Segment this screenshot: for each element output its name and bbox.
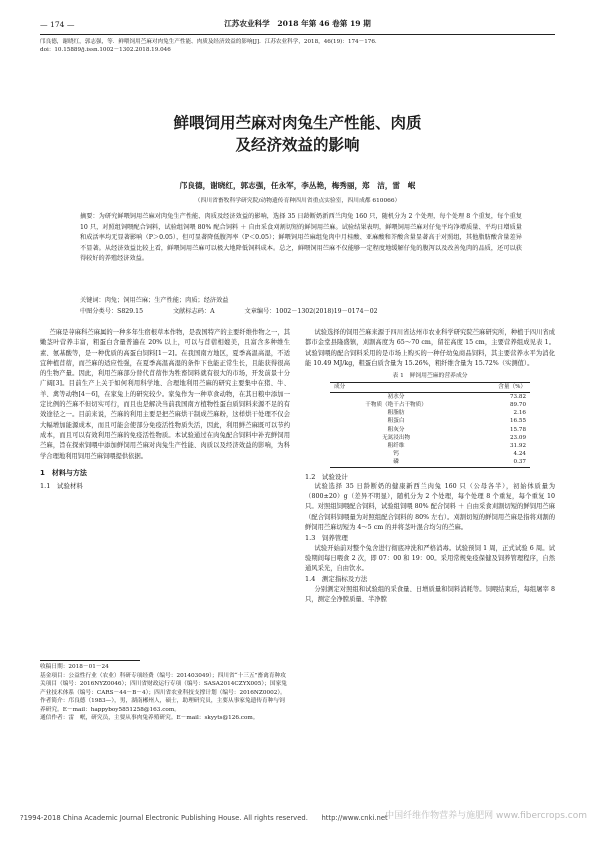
citation-block (40, 38, 555, 54)
nutrient-value: 4.24 (513, 451, 526, 458)
title-line-1: 鲜喂饲用苎麻对肉兔生产性能、肉质 (173, 114, 422, 132)
column-header-component: 成分 (330, 383, 462, 392)
document-code: 文献标志码：A (172, 308, 215, 315)
funding-info: 基金项目：公益性行业（农业）科研专项经费（编号：201403049）；四川省“十三五”畜禽育种攻关项目（编号：2016NYZ0046）；四川省财政运行专项（编号：SASA2014CZYX005）；国家兔产业技术体系（编号：CARS－44－B－4）；四川省农业科技支撑计划（编号：2016NZ0002）。 (40, 672, 287, 696)
right-column (305, 328, 555, 605)
article-number: 文章编号：1002－1302(2018)19－0174－02 (244, 308, 378, 315)
table-row (330, 442, 530, 450)
nutrient-value: 15.78 (509, 426, 526, 433)
abstract: 摘要：为研究鲜喂饲用苎麻对肉兔生产性能、肉质及经济效益的影响，选择 35 日龄断奶新西兰肉兔 160 只，随机分为 2 个处理，每个处理 8 个重复，每个重复 10 只，对照组饲喂配合饲料，试验组饲喂 80% 配合饲料 ＋ 自由采食刈割切短的鲜饲用苎麻。试验结果表明，鲜喂饲用苎麻对仔兔平均净增质量、平均日增质量和成活率均无显著影响（P＞0.05），但可显著降低腹泻率（P＜0.05）；鲜喂饲用苎麻组兔肉中月桂酸、亚麻酸和芥酸含量显著高于对照组，其他脂肪酸含量差异不显著。从经济效益比较上看，鲜喂饲用苎麻可以极大地降低饲料成本。总之，鲜喂饲用苎麻不仅能够一定程度地缓解仔兔的腹泻以及改善兔肉的品质，还可以获得较好的养殖经济效益。 (80, 213, 522, 262)
material-paragraph: 试验选择的饲用苎麻来源于四川省达州市农业科学研究院苎麻研究所，种植于四川省成都市金堂县隆盛镇，刈割高度为 65～70 cm，留茬高度 15 cm，主要营养组成见表 1。试验饲喂的配合饲料采用的是市场上购买的一种仔幼兔商品饲料，其主要营养水平为消化能 10.49 MJ/kg，粗蛋白质含量为 15.26%，粗纤维含量为 15.72%（实测值）。 (305, 329, 555, 367)
table-row (330, 426, 530, 434)
journal-issue: 江苏农业科学 2018 年第 46 卷第 19 期 (224, 19, 371, 28)
table-row (330, 401, 530, 409)
management-paragraph: 试验开始前对整个兔舍进行彻底冲洗和严格消毒。试验预饲 1 周，正式试验 6 周。试验期间每日喂食 2 次，即 07：00 和 19：00。采用常规免疫保健及饲养管理程序，自然通风采光，自由饮水。 (305, 544, 555, 573)
running-header (40, 18, 555, 32)
citation-line: 邝良德，谢晓红，郭志强，等．鲜喂饲用苎麻对肉兔生产性能、肉质及经济效益的影响[J]．江苏农业科学，2018，46(19)：174－176． (40, 39, 381, 45)
watermark: 中国纤维作物营养与施肥网 www.fibercrops.com (385, 811, 587, 821)
title-line-2: 及经济效益的影响 (235, 136, 360, 154)
table-header-row (330, 383, 530, 392)
subsection-heading: 1.3 饲养管理 (305, 534, 348, 543)
table-row (330, 392, 530, 401)
nutrient-table (330, 382, 530, 467)
affiliation: （四川省畜牧科学研究院/动物遗传育种四川省重点实验室，四川成都 610066） (194, 198, 401, 204)
subsection-heading: 1.1 试验材料 (40, 482, 83, 491)
table-row (330, 417, 530, 425)
nutrient-name: 磷 (330, 458, 462, 467)
nutrient-value: 2.16 (513, 410, 526, 417)
methods-paragraph: 分别测定对照组和试验组的采食量、日增质量和饲料消耗等。饲喂结束后，每组屠宰 8 只，测定全净膛质量、半净膛 (305, 585, 555, 604)
nutrient-name: 无氮浸出物 (382, 434, 411, 441)
author-list: 邝良德，谢晓红，郭志强，任永军，李丛艳，梅秀丽，郑 洁，雷 岷 (179, 181, 416, 190)
clc-number: 中图分类号：S829.15 (80, 308, 144, 315)
corresponding-author: 通信作者：雷 岷，研究员，主要从事肉兔养殖研究。E－mail：skyyts@126.com。 (40, 715, 259, 721)
footnote-rule (40, 660, 140, 661)
nutrient-name: 粗灰分 (387, 426, 405, 433)
nutrient-name: 初水分 (387, 393, 405, 400)
author-bio: 作者简介：邝良德（1983—），男，湖南郴州人，硕士，助理研究员，主要从事家兔遗传育种与饲养研究。E－mail：happyboy5851258@163.com。 (40, 698, 285, 713)
footnote-block (40, 663, 290, 723)
table-row (330, 409, 530, 417)
doi-line: doi：10.15889/j.issn.1002－1302.2018.19.046 (40, 47, 171, 53)
design-paragraph: 试验选择 35 日龄断奶的健康新西兰肉兔 160 只（公母各半），初始体质量为（800±20）g（差异不明显），随机分为 2 个处理，每个处理 8 个重复，每个重复 10 只。对照组饲喂配合饲料，试验组饲喂 80% 配合饲料 ＋ 自由采食刈割切短的鲜饲用苎麻（配合饲料饲喂量为对照组配合饲料的 80% 左右）。刈割切短的鲜饲用苎麻是指将刈割的鲜饲用苎麻切短为 4～5 cm 的并将茎叶混合均匀的苎麻。 (305, 482, 555, 531)
nutrient-name: 钙 (393, 451, 399, 458)
nutrient-value: 16.55 (509, 418, 526, 425)
nutrient-value: 73.82 (509, 393, 526, 400)
article-title (40, 112, 555, 156)
classification-line (80, 307, 522, 317)
received-date: 收稿日期：2018－01－24 (40, 664, 109, 670)
table-row (330, 434, 530, 442)
table-row (330, 458, 530, 467)
keywords: 关键词：肉兔；饲用苎麻；生产性能；肉质；经济效益 (80, 297, 229, 304)
nutrient-name: 粗纤维 (387, 442, 405, 449)
header-rule (40, 34, 555, 35)
left-column (40, 328, 290, 491)
table-row (330, 450, 530, 458)
subsection-heading: 1.2 试验设计 (305, 472, 348, 481)
nutrient-name: 干物质（绝干占干物质） (365, 401, 427, 408)
nutrient-value: 0.37 (462, 458, 530, 467)
column-header-content: 含量（%） (462, 383, 530, 392)
nutrient-value: 89.70 (509, 401, 526, 408)
table-caption: 表 1 鲜饲用苎麻的营养成分 (392, 373, 468, 380)
copyright-line: ?1994-2018 China Academic Journal Electronic Publishing House. All rights reserved. http://www.cnki.net (20, 814, 388, 822)
page-number: — 174 — (40, 20, 75, 29)
section-heading: 1 材料与方法 (40, 468, 87, 477)
nutrient-name: 粗脂肪 (387, 410, 405, 417)
nutrient-value: 23.09 (509, 434, 526, 441)
nutrient-name: 粗蛋白 (387, 418, 405, 425)
subsection-heading: 1.4 测定指标及方法 (305, 575, 368, 584)
nutrient-value: 31.92 (509, 442, 526, 449)
intro-paragraph: 苎麻是荨麻科苎麻属的一种多年生宿根草本作物，是我国特产的主要纤维作物之一，其嫩茎叶营养丰富，粗蛋白含量普遍在 20% 以上，可以与苜蓿相媲美，且富含多种维生素、氨基酸等，是一种优质的高蛋白饲料[1－2]。在我国南方地区，夏季高温高湿，不适宜种植苜蓿，而苎麻的适应性强，在夏季高温高湿的条件下也能正常生长，且能获得很高的生物产量。因此，利用苎麻部分替代苜蓿作为牲畜饲料就有很大的市场，开发前景十分广阔[3]。目前生产上关于如何利用科学地、合理地利用苎麻的研究主要集中在猪、牛、羊、禽等动物[4－6]，在家兔上的研究较少。家兔作为一种草食动物，在其日粮中添加一定比例的苎麻不但切实可行，而且也是解决当前我国南方植物性蛋白质饲料来源不足的有效途径之一。目前来说，苎麻的利用主要是把苎麻烘干制成苎麻粉，这样烘干处理不仅会大幅增加能源成本，而且可能会使部分免疫活性物质失活，因此，利用鲜苎麻既可以节约成本，而且可以有效利用苎麻的免疫活性物质。本试验通过在肉兔配合饲料中补充鲜饲用苎麻，旨在探索饲喂中添加鲜饲用苎麻对肉兔生产性能、肉质以及经济效益的影响，为科学合理地利用饲用苎麻饲喂提供依据。 (40, 329, 290, 460)
